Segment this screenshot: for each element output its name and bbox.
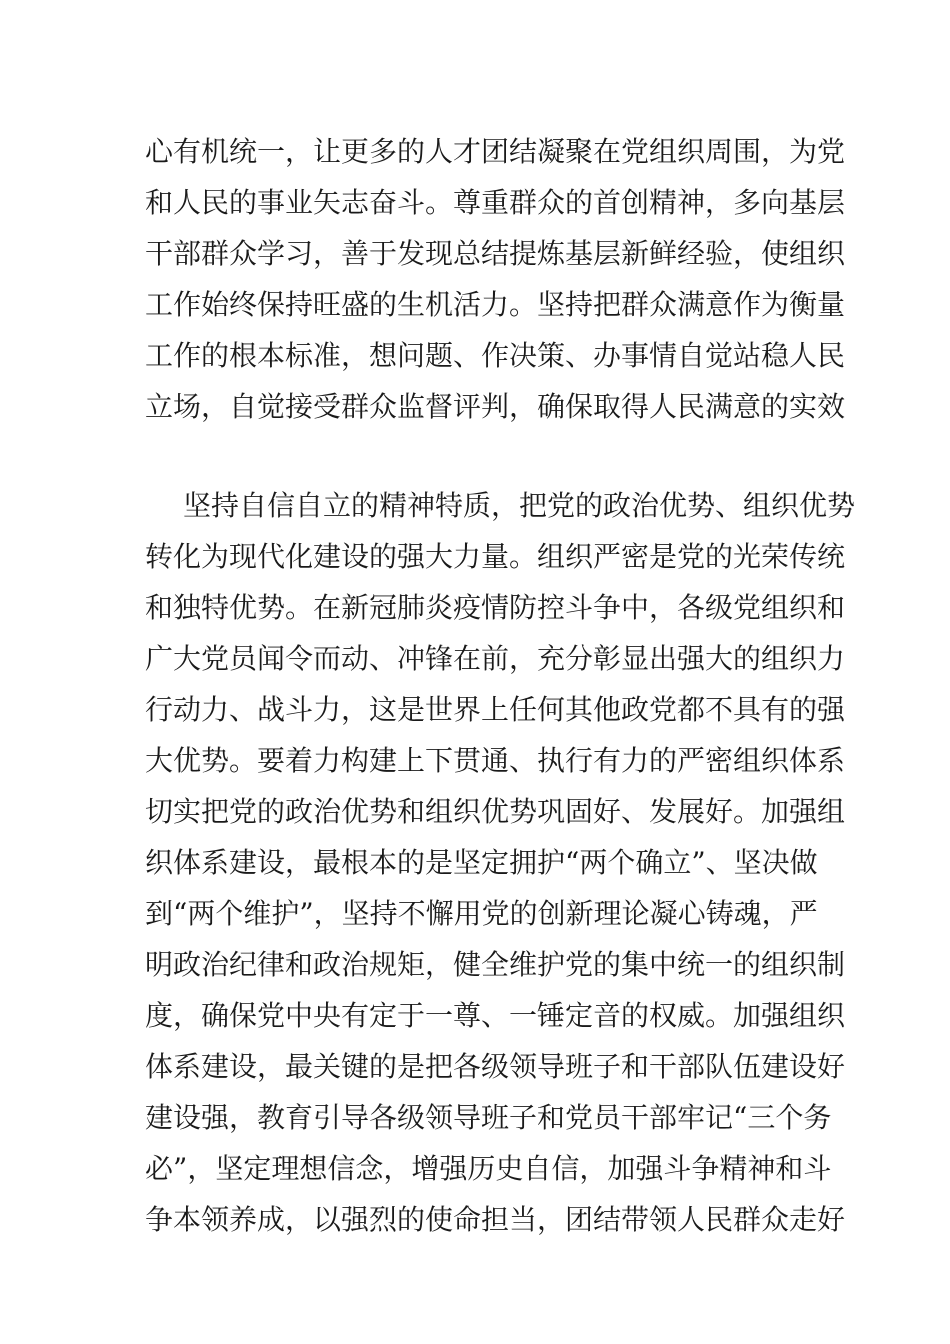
paragraph-2-line: 转化为现代化建设的强大力量。组织严密是党的光荣传统: [145, 540, 846, 573]
paragraph-2-line: 争本领养成，以强烈的使命担当，团结带领人民群众走好: [145, 1203, 846, 1236]
paragraph-2-line: 建设强，教育引导各级领导班子和党员干部牢记“三个务: [145, 1101, 832, 1134]
paragraph-2-line: 度，确保党中央有定于一尊、一锤定音的权威。加强组织: [145, 999, 846, 1032]
paragraph-2-line: 大优势。要着力构建上下贯通、执行有力的严密组织体系: [145, 744, 846, 777]
paragraph-2-line: 和独特优势。在新冠肺炎疫情防控斗争中，各级党组织和: [145, 591, 846, 624]
paragraph-1-line: 工作的根本标准，想问题、作决策、办事情自觉站稳人民: [145, 339, 846, 372]
paragraph-2-line: 明政治纪律和政治规矩，健全维护党的集中统一的组织制: [145, 948, 846, 981]
paragraph-2-line: 织体系建设，最根本的是坚定拥护“两个确立”、坚决做: [145, 846, 818, 879]
paragraph-1-line: 和人民的事业矢志奋斗。尊重群众的首创精神，多向基层: [145, 186, 846, 219]
paragraph-1-line: 工作始终保持旺盛的生机活力。坚持把群众满意作为衡量: [145, 288, 846, 321]
paragraph-1: [145, 126, 846, 432]
paragraph-2-line: 体系建设，最关键的是把各级领导班子和干部队伍建设好: [145, 1050, 846, 1083]
paragraph-2-line: 广大党员闻令而动、冲锋在前，充分彰显出强大的组织力: [145, 642, 846, 675]
paragraph-1-line: 立场，自觉接受群众监督评判，确保取得人民满意的实效: [145, 390, 846, 423]
paragraph-2-line: 必”，坚定理想信念，增强历史自信，加强斗争精神和斗: [145, 1152, 832, 1185]
paragraph-1-line: 干部群众学习，善于发现总结提炼基层新鲜经验，使组织: [145, 237, 846, 270]
paragraph-2-line: 行动力、战斗力，这是世界上任何其他政党都不具有的强: [145, 693, 846, 726]
paragraph-2-first-line: 坚持自信自立的精神特质，把党的政治优势、组织优势: [183, 489, 856, 522]
paragraph-2-line: 切实把党的政治优势和组织优势巩固好、发展好。加强组: [145, 795, 846, 828]
paragraph-2-line: 到“两个维护”，坚持不懈用党的创新理论凝心铸魂，严: [145, 897, 818, 930]
paragraph-2: [145, 480, 856, 1245]
paragraph-1-line: 心有机统一，让更多的人才团结凝聚在党组织周围，为党: [145, 135, 846, 168]
